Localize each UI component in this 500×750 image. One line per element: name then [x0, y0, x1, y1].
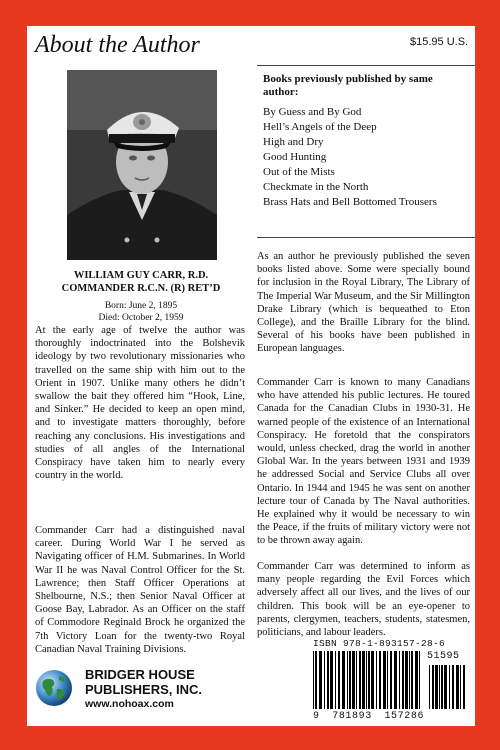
- ean-left-group: 781893: [332, 711, 372, 722]
- page-title: About the Author: [35, 32, 200, 58]
- barcode-supplement-number: 51595: [427, 651, 460, 662]
- bio-paragraph-1: At the early age of twelve the author was thoroughly indoctrinated into the Bolshevik ideology by two revolutionary missionaries who travelled on the same ship with him out to the Orient in 1907. Unlike many others he didn’t swallow the bait they offered him “Hook, Line, and Sinker.” He decided to keep an open mind, and to investigate matters thoroughly, before reaching any conclusions. His investigations and studies of all angles of the International Conspiracy have taken him to nearly every country in the world.: [35, 325, 245, 482]
- isbn-number: ISBN 978-1-893157-28-6: [313, 638, 446, 649]
- supplement-barcode-bars: [427, 665, 469, 711]
- ean-digits: [313, 711, 424, 722]
- author-name: [51, 269, 231, 295]
- column2-paragraph-2: Commander Carr is known to many Canadians who have attended his public lectures. He toured Canada for the Canadian Clubs in 1930-31. He warned people of the existence of an International Conspiracy. He foretold that the conspirators would, unless checked, drag the world in another Global War. In the years between 1931 and 1939 he addressed Social and Service Clubs all over Ontario. In 1944 and 1945 he was sent on another lecture tour of Canada by The Naval authorities. He explained why it would be necessary to win the Peace, if the fruits of military victory were not to be thrown away again.: [257, 377, 470, 547]
- book-title: Hell’s Angels of the Deep: [263, 121, 377, 133]
- author-born: Born: June 2, 1895: [104, 301, 178, 311]
- book-title: Good Hunting: [263, 151, 327, 163]
- publisher-name: [85, 667, 202, 697]
- ean-right-group: 157286: [384, 711, 425, 722]
- publisher-name-line2: PUBLISHERS, INC.: [85, 682, 203, 697]
- book-title: High and Dry: [263, 136, 324, 148]
- ean-first-digit: 9: [313, 711, 320, 722]
- book-title: Checkmate in the North: [263, 181, 369, 193]
- books-heading: Books previously published by same author:: [263, 73, 433, 98]
- author-name-line: WILLIAM GUY CARR, R.D.: [73, 270, 209, 281]
- books-list-box: [257, 66, 475, 238]
- isbn-barcode: [309, 638, 472, 722]
- bio-paragraph-2: Commander Carr had a distinguished naval career. During World War I he served as Navigating officer of H.M. Submarines. In World War II he was Naval Control Officer for the St. Lawrence; then Staff Officer Operations at Shelbourne, N.S.; then Senior Naval Officer at Goose Bay, Labrador. As an Officer on the staff of Commodore Reginald Brock he organized the 7th Victory Loan for the twenty-two Royal Canadian Naval Training Divisions.: [35, 525, 245, 655]
- books-list: [263, 105, 437, 210]
- publisher-globe-logo: [35, 669, 73, 707]
- book-title: Brass Hats and Bell Bottomed Trousers: [263, 196, 437, 208]
- column2-paragraph-3: Commander Carr was determined to inform as many people regarding the Evil Forces which adversely affect all our lives, and the lives of our children. This book will be an eye-opener to parents, clergymen, teachers, students, statesmen, politicians, and labour leaders.: [257, 561, 470, 639]
- book-title: Out of the Mists: [263, 166, 335, 178]
- author-rank-line: COMMANDER R.C.N. (R) RET’D: [61, 283, 221, 294]
- column2-paragraph-1: As an author he previously published the seven books listed above. Some were specially bound for inclusion in the Royal Library, The Library of The Imperial War Museum, and the Sir Millington Drake Library (which is bequeathed to Eton College), and the Braille Library for the blind. Several of his books have been published in European languages.: [257, 251, 470, 355]
- ean-barcode-bars: [311, 651, 423, 711]
- author-died: Died: October 2, 1959: [98, 313, 184, 323]
- author-dates: [51, 300, 231, 324]
- text-panel: [27, 26, 475, 726]
- publisher-website: www.nohoax.com: [85, 698, 174, 710]
- author-portrait-photo: [67, 70, 217, 260]
- book-title: By Guess and By God: [263, 106, 362, 118]
- publisher-name-line1: BRIDGER HOUSE: [85, 667, 195, 682]
- price-label: $15.95 U.S.: [410, 36, 469, 48]
